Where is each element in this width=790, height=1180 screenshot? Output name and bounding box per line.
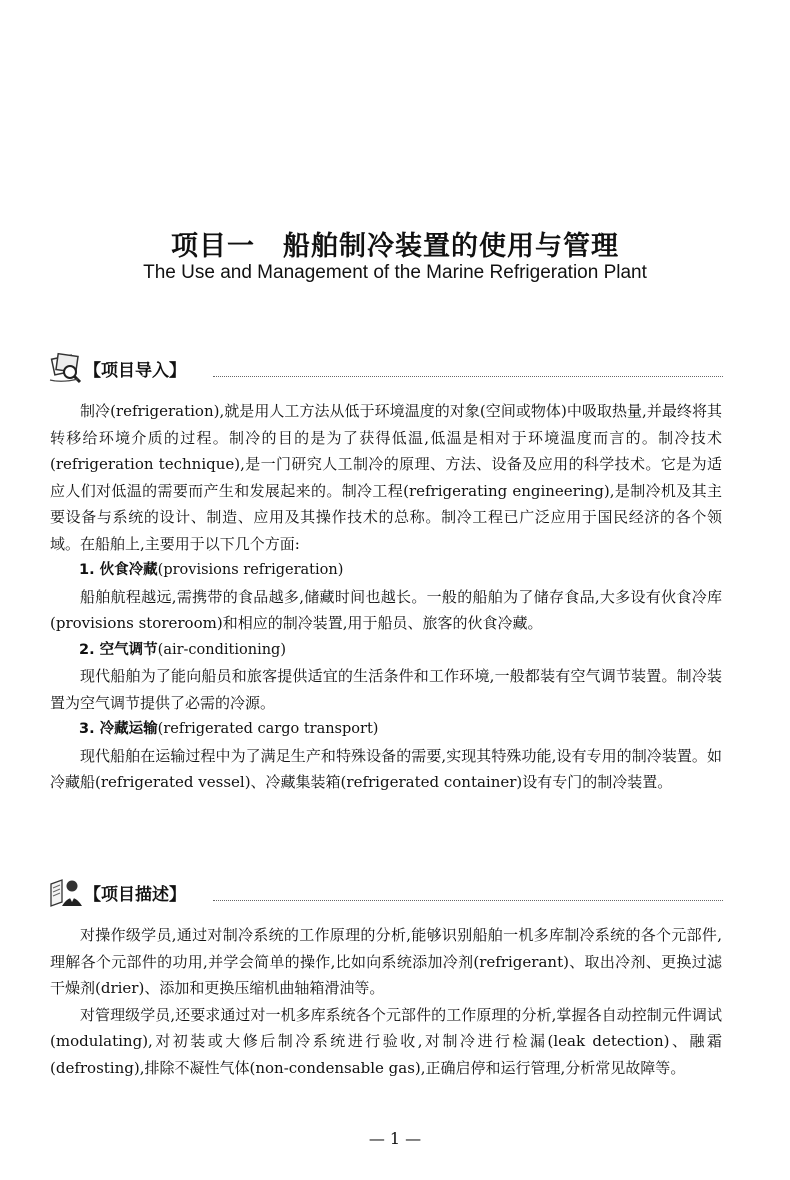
section-description-body: [50, 922, 722, 1081]
item-heading-en: (refrigerated cargo transport): [157, 721, 379, 737]
person-book-icon: [48, 876, 84, 908]
item-heading-cargo-transport: [50, 716, 722, 743]
magnifier-photo-icon: [48, 352, 84, 384]
page-title-english: The Use and Management of the Marine Refrigeration Plant: [143, 262, 647, 283]
item-heading-air-conditioning: [50, 637, 722, 664]
item-heading-text: 1. 伙食冷藏: [79, 562, 158, 578]
item-heading-en: (provisions refrigeration): [157, 562, 344, 578]
page-number: — 1 —: [368, 1129, 422, 1148]
section-title: 【项目描述】: [84, 885, 186, 905]
section-heading-description: [48, 876, 723, 910]
section-divider: [213, 376, 723, 377]
section-heading-intro: [48, 352, 723, 386]
section-title: 【项目导入】: [84, 361, 186, 381]
item-heading-text: 2. 空气调节: [79, 641, 158, 658]
section-divider: [213, 900, 723, 901]
description-paragraph-operational: 对操作级学员,通过对制冷系统的工作原理的分析,能够识别船舶一机多库制冷系统的各个元部件,理解各个元部件的功用,并学会简单的操作,比如向系统添加冷剂(refrigerant)、取出冷剂、更换过滤干燥剂(drier)、添加和更换压缩机曲轴箱滑油等。: [50, 926, 722, 997]
section-intro-body: [50, 398, 722, 796]
item-heading-text: 3. 冷藏运输: [79, 721, 158, 737]
item-body-provisions: 船舶航程越远,需携带的食品越多,储藏时间也越长。一般的船舶为了储存食品,大多设有伙食冷库(provisions storeroom)和相应的制冷装置,用于船员、旅客的伙食冷藏。: [50, 587, 722, 632]
page-title-chinese: 项目一 船舶制冷装置的使用与管理: [171, 231, 619, 262]
item-heading-en: (air-conditioning): [157, 641, 286, 658]
description-paragraph-management: 对管理级学员,还要求通过对一机多库系统各个元部件的工作原理的分析,掌握各自动控制元件调试(modulating),对初装或大修后制冷系统进行验收,对制冷进行检漏(leak detection)、融霜(defrosting),排除不凝性气体(non-condensable gas),正确启停和运行管理,分析常见故障等。: [50, 1005, 722, 1077]
item-heading-provisions: [50, 557, 722, 584]
item-body-air-conditioning: 现代船舶为了能向船员和旅客提供适宜的生活条件和工作环境,一般都装有空气调节装置。制冷装置为空气调节提供了必需的冷源。: [50, 667, 722, 712]
intro-paragraph: 制冷(refrigeration),就是用人工方法从低于环境温度的对象(空间或物体)中吸取热量,并最终将其转移给环境介质的过程。制冷的目的是为了获得低温,低温是相对于环境温度而言的。制冷技术(refrigeration technique),是一门研究人工制冷的原理、方法、设备及应用的科学技术。它是为适应人们对低温的需要而产生和发展起来的。制冷工程(refrigerating engineering),是制冷机及其主要设备与系统的设计、制造、应用及其操作技术的总称。制冷工程已广泛应用于国民经济的各个领域。在船舶上,主要用于以下几个方面:: [50, 402, 722, 553]
item-body-cargo-transport: 现代船舶在运输过程中为了满足生产和特殊设备的需要,实现其特殊功能,设有专用的制冷装置。如冷藏船(refrigerated vessel)、冷藏集装箱(refrigerated container)设有专门的制冷装置。: [50, 746, 722, 791]
